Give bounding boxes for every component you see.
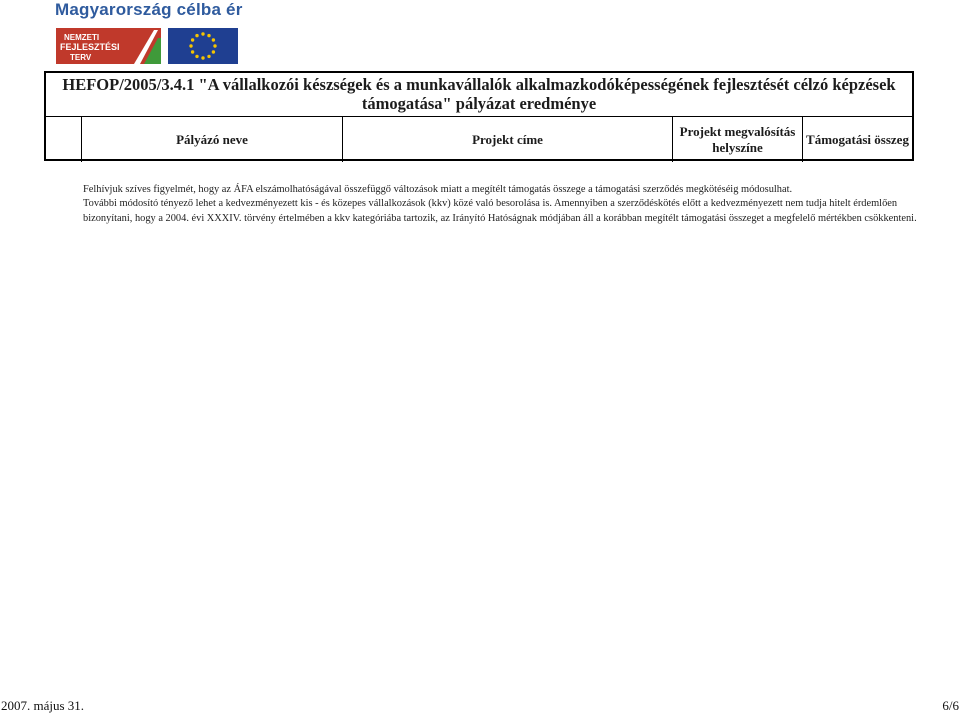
nemzeti-fejlesztesi-terv-logo	[56, 28, 161, 64]
results-table-header	[44, 71, 914, 161]
nft-logo-line1: NEMZETI	[64, 33, 100, 42]
document-title-line1: HEFOP/2005/3.4.1 "A vállalkozói készségek és a munkavállalók alkalmazkodóképességének fejlesztését célzó képzések	[62, 75, 896, 94]
nft-logo-line3: TERV	[70, 53, 92, 62]
notice-text	[83, 183, 923, 226]
notice-paragraph-vat: Felhívjuk szíves figyelmét, hogy az ÁFA elszámolhatóságával összefüggő változások miatt a megítélt támogatás összege a támogatási szerződés megkötéséig módosulhat.	[83, 184, 793, 195]
column-headers	[46, 116, 912, 162]
column-header-blank	[46, 117, 82, 162]
footer-date: 2007. május 31.	[1, 698, 85, 713]
document-title	[46, 75, 912, 113]
column-header-amount: Támogatási összeg	[806, 131, 909, 147]
document-title-line2: támogatása" pályázat eredménye	[361, 94, 597, 113]
brand-title: Magyarország célba ér	[55, 0, 243, 19]
column-header-location-line2: helyszíne	[712, 139, 763, 155]
column-header-location-line1: Projekt megvalósítás	[679, 123, 796, 139]
column-header-applicant: Pályázó neve	[82, 117, 343, 162]
nft-logo-line2: FEJLESZTÉSI	[60, 42, 120, 52]
page-number: 6/6	[942, 698, 959, 713]
eu-flag-logo	[168, 28, 238, 64]
column-header-location	[673, 117, 803, 162]
notice-paragraph-sme: További módosító tényező lehet a kedvezményezett kis - és közepes vállalkozások (kkv) közé való besorolása is. Amennyiben a szerződéskötés előtt a kedvezményezett nem tudja hitelt érdemlően bizonyítani, hogy a 2004. évi XXXIV. törvény értelmében a kkv kategóriába tartozik, az Irányító Hatóságnak módjában áll a korábban megítélt támogatási összeget a megfelelő mértékben csökkenteni.	[83, 198, 917, 224]
column-header-project: Projekt címe	[343, 117, 673, 162]
